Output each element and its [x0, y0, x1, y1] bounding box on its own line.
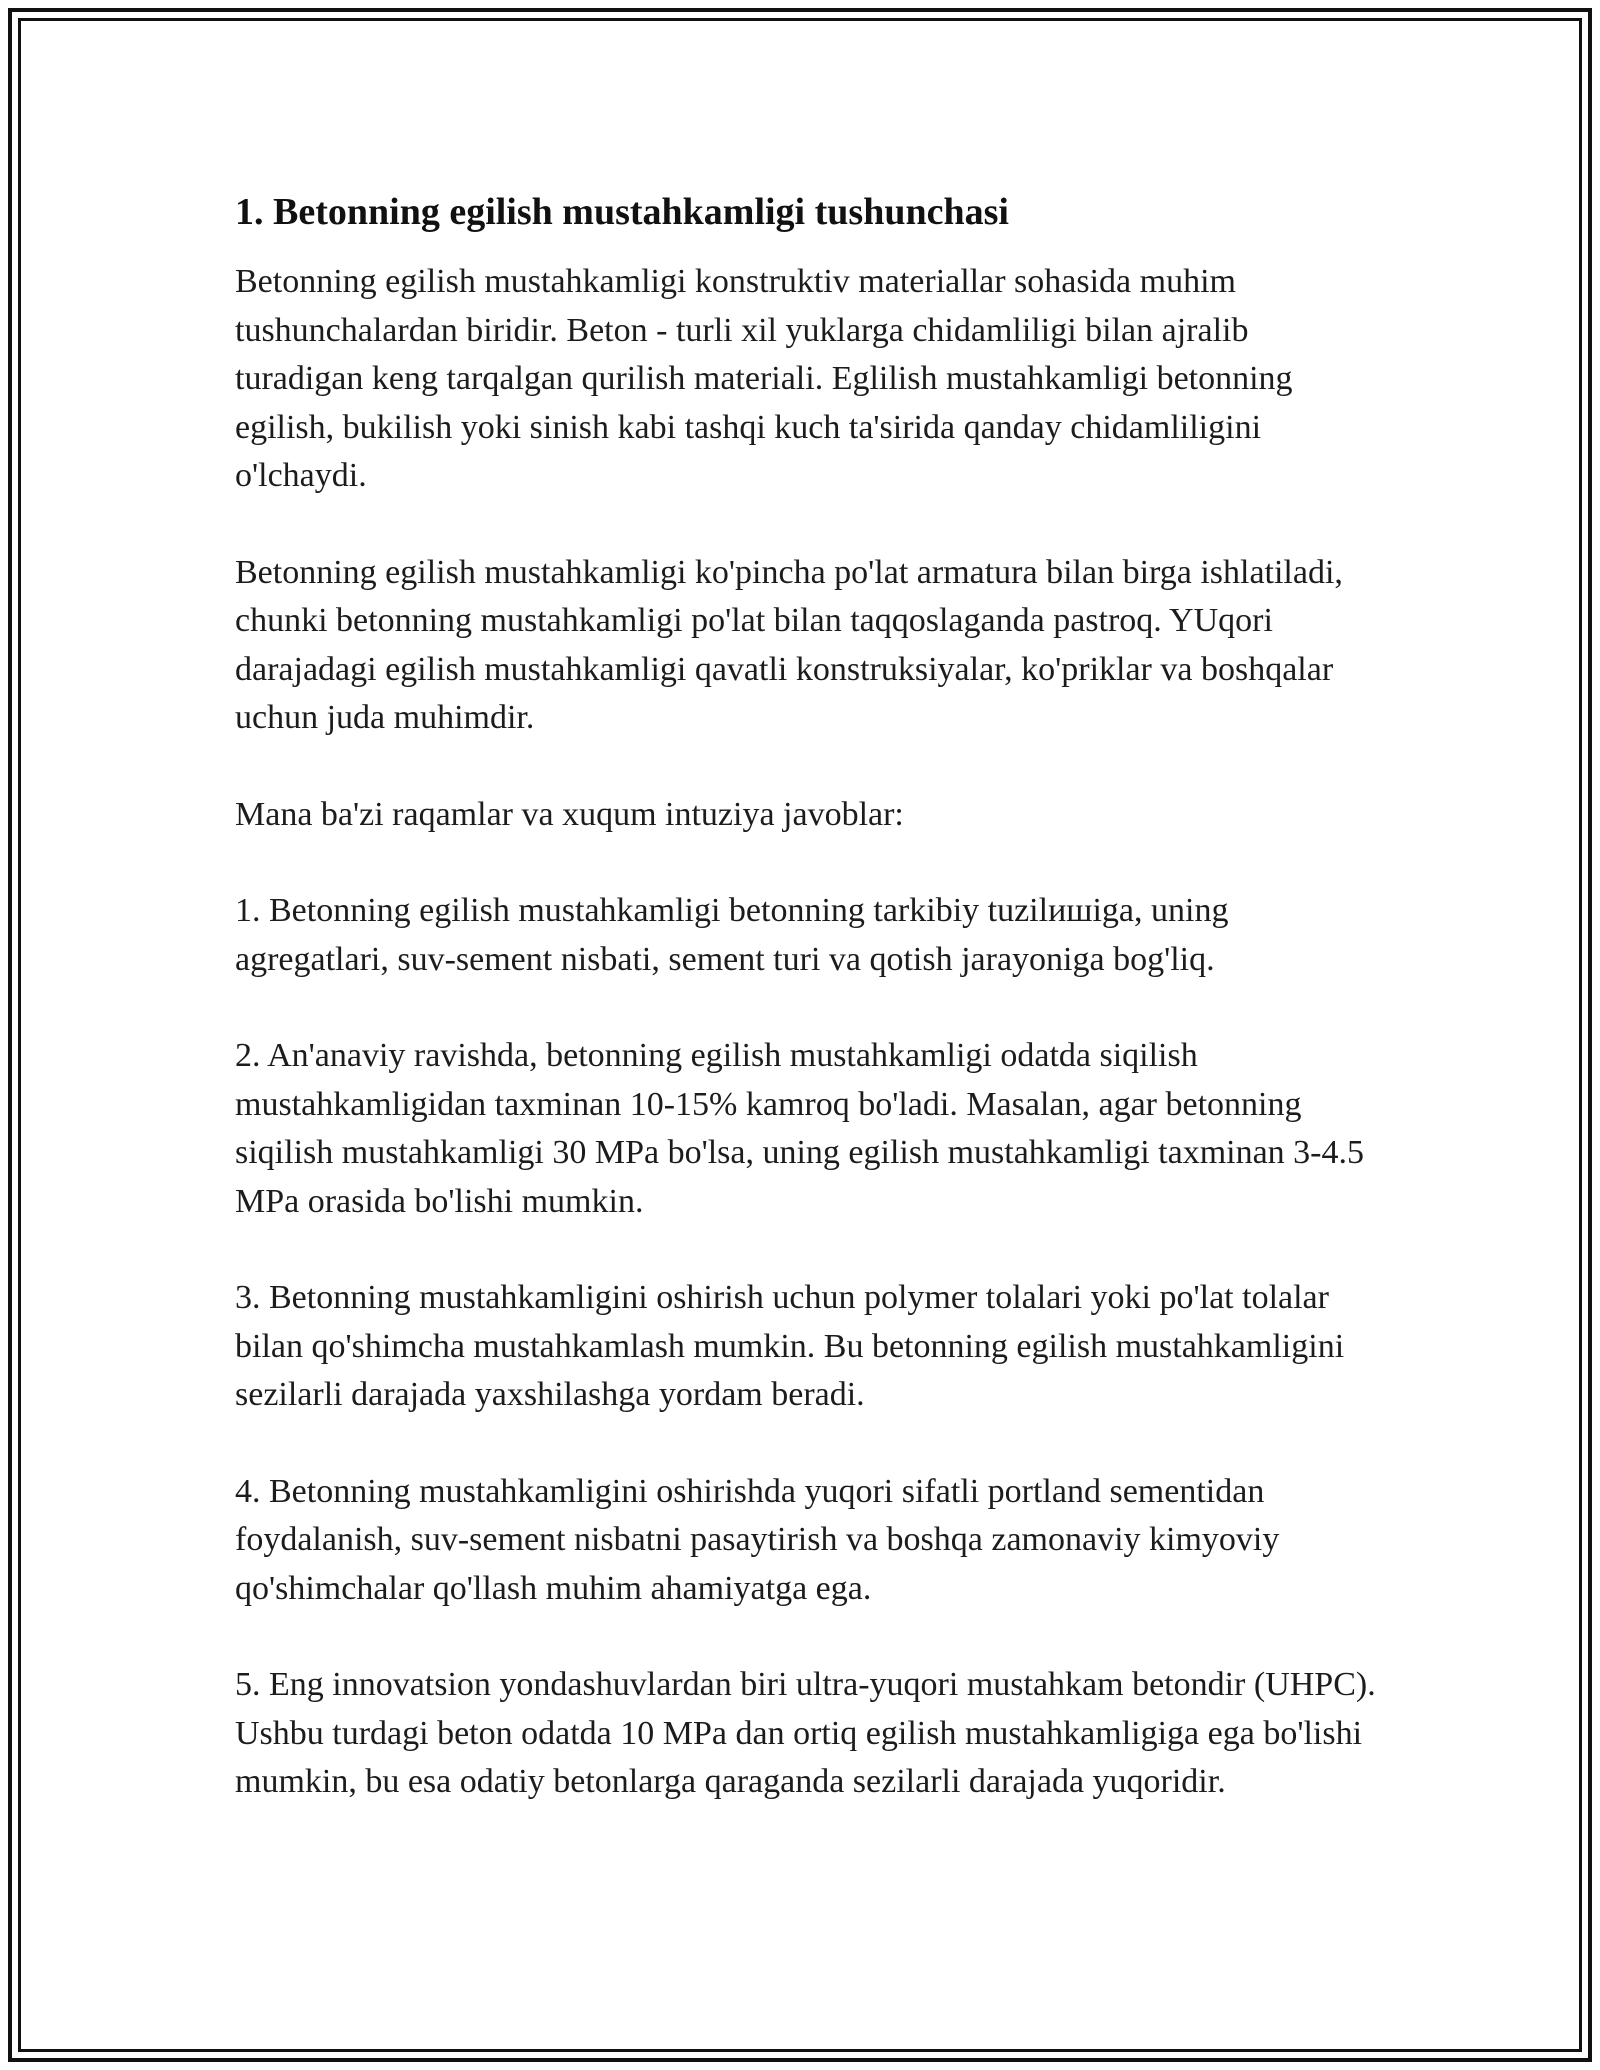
- paragraph-lead-in: Mana ba'zi raqamlar va xuqum intuziya javoblar:: [235, 795, 904, 833]
- list-item-4: 4. Betonning mustahkamligini oshirishda yuqori sifatli portland sementidan foydalanish, suv-sement nisbatni pasaytirish va boshqa zamonaviy kimyoviy qo'shimchalar qo'llash muhim ahamiyatga ega.: [235, 1472, 1280, 1607]
- document-body: [235, 180, 1385, 1855]
- list-item-1: 1. Betonning egilish mustahkamligi betonning tarkibiy tuzilишiga, uning agregatlari, suv-sement nisbati, sement turi va qotish jarayoniga bog'liq.: [235, 892, 1229, 978]
- paragraph-reinforcement: Betonning egilish mustahkamligi ko'pincha po'lat armatura bilan birga ishlatiladi, chunki betonning mustahkamligi po'lat bilan taqqoslaganda pastroq. YUqori darajadagi egilish mustahkamligi qavatli konstruksiyalar, ko'priklar va boshqalar uchun juda muhimdir.: [235, 553, 1343, 736]
- section-heading: 1. Betonning egilish mustahkamligi tushunchasi: [235, 191, 1009, 233]
- paragraph-intro: Betonning egilish mustahkamligi konstruktiv materiallar sohasida muhim tushunchalardan biridir. Beton - turli xil yuklarga chidamliligi bilan ajralib turadigan keng tarqalgan qurilish materiali. Eglilish mustahkamligi betonning egilish, bukilish yoki sinish kabi tashqi kuch ta'sirida qanday chidamliligini o'lchaydi.: [235, 263, 1293, 494]
- list-item-3: 3. Betonning mustahkamligini oshirish uchun polymer tolalari yoki po'lat tolalar bilan qo'shimcha mustahkamlash mumkin. Bu betonning egilish mustahkamligini sezilarli darajada yaxshilashga yordam beradi.: [235, 1279, 1345, 1413]
- list-item-5: 5. Eng innovatsion yondashuvlardan biri ultra-yuqori mustahkam betondir (UHPC). Ushbu turdagi beton odatda 10 MPa dan ortiq egilish mustahkamligiga ega bo'lishi mumkin, bu esa odatiy betonlarga qaraganda sezilarli darajada yuqoridir.: [235, 1666, 1376, 1800]
- list-item-2: 2. An'anaviy ravishda, betonning egilish mustahkamligi odatda siqilish mustahkamligidan taxminan 10-15% kamroq bo'ladi. Masalan, agar betonning siqilish mustahkamligi 30 MPa bo'lsa, uning egilish mustahkamligi taxminan 3-4.5 MPa orasida bo'lishi mumkin.: [235, 1037, 1365, 1220]
